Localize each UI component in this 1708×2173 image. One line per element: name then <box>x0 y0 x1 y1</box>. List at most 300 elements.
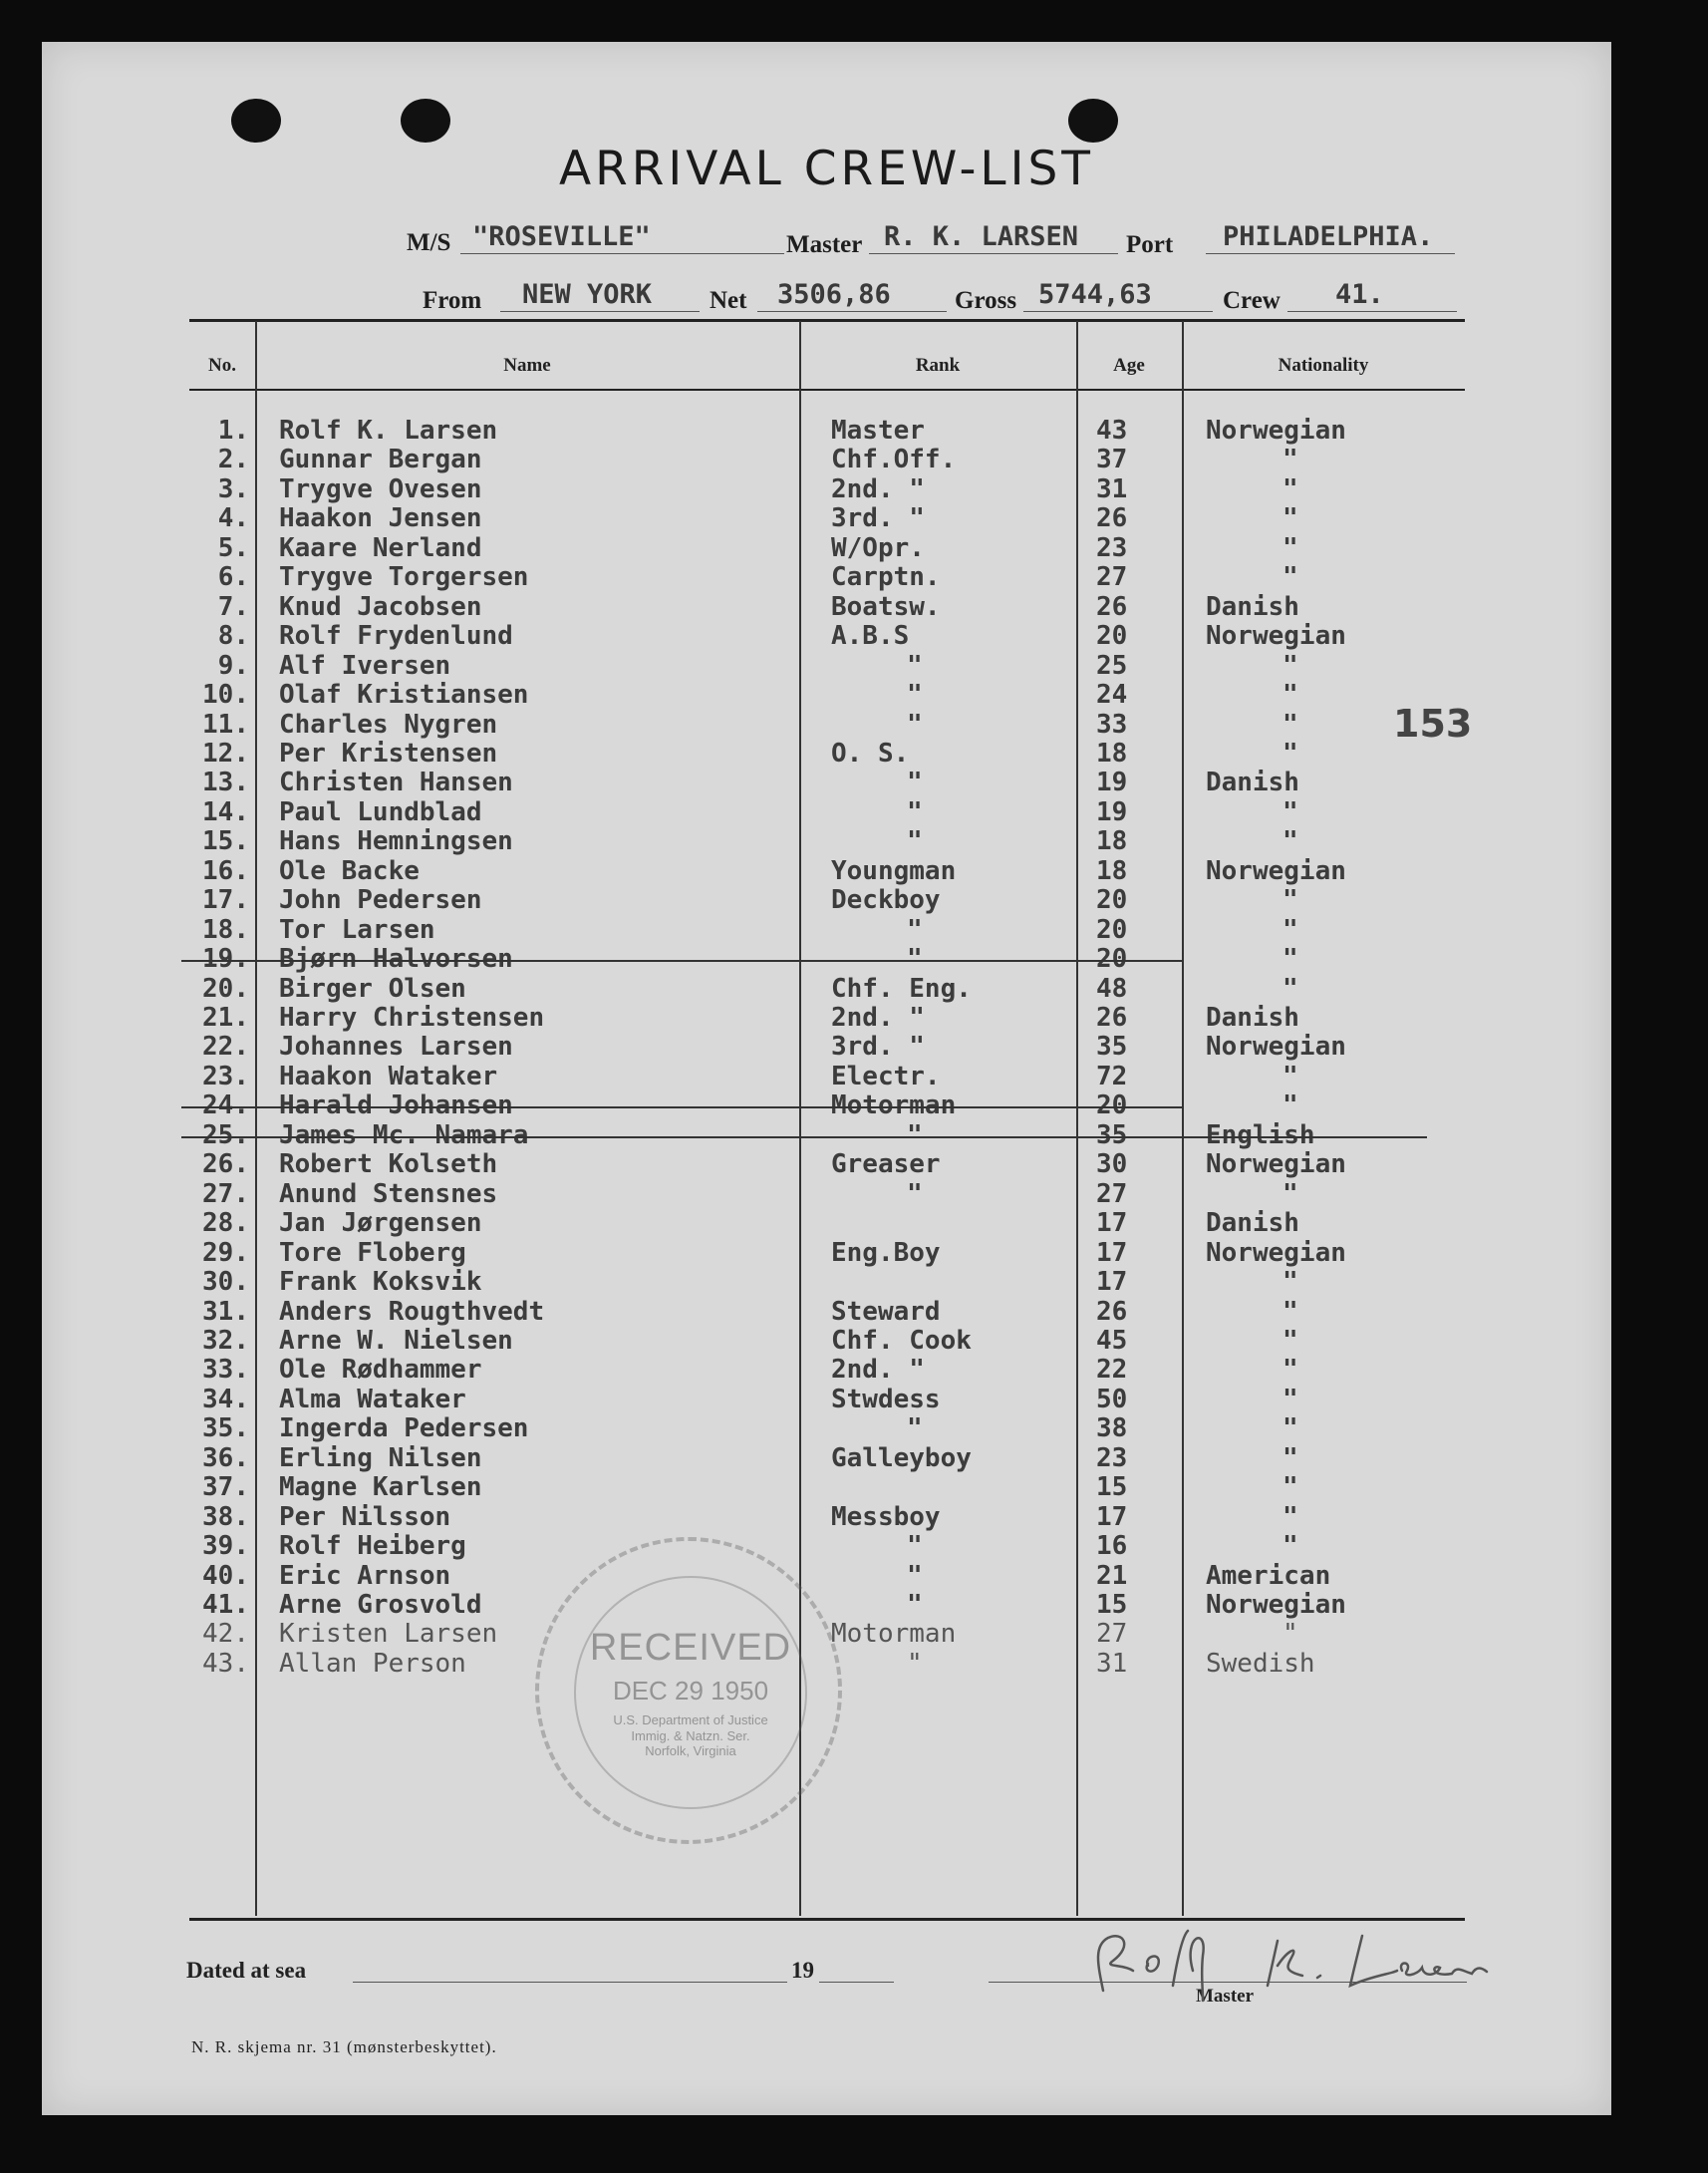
crew-age: 15 <box>1096 1590 1128 1620</box>
crew-age: 26 <box>1096 1296 1128 1327</box>
crew-no: 29. <box>202 1237 249 1268</box>
crew-row <box>42 1150 1611 1179</box>
crew-rank: " <box>907 650 923 681</box>
stamp-date: DEC 29 1950 <box>612 1675 769 1706</box>
crew-age: 17 <box>1096 1501 1128 1532</box>
crew-name: Allan Person <box>279 1648 466 1679</box>
crew-nationality: " <box>1282 1355 1298 1386</box>
crew-age: 17 <box>1096 1208 1128 1239</box>
crew-nationality: " <box>1282 1325 1298 1356</box>
net-value: 3506,86 <box>777 279 891 310</box>
crew-no: 11. <box>202 709 249 740</box>
crew-name: Gunnar Bergan <box>279 445 482 475</box>
crew-row <box>42 593 1611 622</box>
crew-row <box>42 916 1611 945</box>
crew-name: Birger Olsen <box>279 973 466 1004</box>
crew-rank: A.B.S <box>831 621 910 652</box>
gross-label: Gross <box>955 287 1017 314</box>
crew-nationality: " <box>1282 1384 1298 1414</box>
crew-row <box>42 1562 1611 1591</box>
crew-no: 23. <box>202 1061 249 1091</box>
crew-rank: " <box>907 1560 923 1591</box>
crew-no: 32. <box>202 1325 249 1356</box>
crew-nationality: " <box>1282 738 1298 769</box>
crew-rank: " <box>907 709 923 740</box>
vessel-prefix: M/S <box>407 229 451 256</box>
crew-nationality: " <box>1282 1296 1298 1327</box>
crew-rank: Boatsw. <box>831 591 941 622</box>
crew-age: 37 <box>1096 445 1128 475</box>
crew-label: Crew <box>1223 287 1281 314</box>
crew-no: 35. <box>202 1413 249 1444</box>
crew-name: Haakon Jensen <box>279 503 482 534</box>
crew-nationality: Danish <box>1206 591 1299 622</box>
crew-nationality: " <box>1282 1619 1298 1650</box>
crew-rank: Carptn. <box>831 562 941 593</box>
crew-rank: Steward <box>831 1296 941 1327</box>
crew-no: 8. <box>217 621 249 652</box>
master-name: R. K. LARSEN <box>884 221 1079 252</box>
crew-row <box>42 857 1611 886</box>
crew-rank: " <box>907 914 923 945</box>
crew-nationality: Norwegian <box>1206 1149 1346 1180</box>
crew-row <box>42 1503 1611 1532</box>
crew-name: Kaare Nerland <box>279 532 482 563</box>
crew-rank: " <box>907 680 923 711</box>
crew-nationality: " <box>1282 944 1298 975</box>
crew-no: 24. <box>202 1090 249 1121</box>
crew-rank: Greaser <box>831 1149 941 1180</box>
crew-nationality: " <box>1282 973 1298 1004</box>
crew-nationality: " <box>1282 796 1298 827</box>
crew-row <box>42 1091 1611 1120</box>
crew-name: Charles Nygren <box>279 709 498 740</box>
crew-age: 20 <box>1096 944 1128 975</box>
crew-age: 31 <box>1096 473 1128 504</box>
crew-row <box>42 1473 1611 1502</box>
crew-rank: 2nd. " <box>831 473 925 504</box>
crew-age: 26 <box>1096 503 1128 534</box>
crew-name: Rolf Heiberg <box>279 1531 466 1562</box>
crew-no: 3. <box>217 473 249 504</box>
crew-nationality: " <box>1282 1178 1298 1209</box>
stamp-line2: Immig. & Natzn. Ser. <box>631 1727 750 1743</box>
crew-nationality: American <box>1206 1560 1331 1591</box>
crew-age: 33 <box>1096 709 1128 740</box>
crew-row <box>42 798 1611 827</box>
crew-name: Trygve Ovesen <box>279 473 482 504</box>
crew-no: 43. <box>202 1648 249 1679</box>
crew-rank: Chf.Off. <box>831 445 957 475</box>
master-label: Master <box>786 231 863 258</box>
crew-nationality: " <box>1282 1061 1298 1091</box>
crew-no: 34. <box>202 1384 249 1414</box>
crew-rank: Electr. <box>831 1061 941 1091</box>
crew-name: Haakon Wataker <box>279 1061 498 1091</box>
crew-nationality: " <box>1282 826 1298 857</box>
crew-rank: O. S. <box>831 738 910 769</box>
crew-age: 27 <box>1096 562 1128 593</box>
crew-row <box>42 1063 1611 1091</box>
year-underline <box>819 1982 894 1983</box>
crew-no: 10. <box>202 680 249 711</box>
crew-age: 31 <box>1096 1648 1128 1679</box>
crew-nationality: " <box>1282 1090 1298 1121</box>
crew-nationality: Norwegian <box>1206 416 1346 446</box>
crew-no: 1. <box>217 416 249 446</box>
crew-rank: Galleyboy <box>831 1442 972 1473</box>
stamp-line3: Norfolk, Virginia <box>645 1743 736 1759</box>
crew-no: 12. <box>202 738 249 769</box>
column-header-no: No. <box>208 355 236 376</box>
crew-rank: " <box>907 768 923 798</box>
crew-nationality: " <box>1282 1531 1298 1562</box>
crew-name: Bjørn Halvorsen <box>279 944 513 975</box>
crew-row <box>42 475 1611 504</box>
crew-name: Robert Kolseth <box>279 1149 498 1180</box>
crew-row <box>42 1591 1611 1620</box>
crew-no: 6. <box>217 562 249 593</box>
column-header-name: Name <box>503 355 551 376</box>
crew-no: 19. <box>202 944 249 975</box>
crew-name: Frank Koksvik <box>279 1267 482 1298</box>
crew-age: 27 <box>1096 1178 1128 1209</box>
crew-rank: W/Opr. <box>831 532 925 563</box>
crew-no: 14. <box>202 796 249 827</box>
crew-rank: Stwdess <box>831 1384 941 1414</box>
crew-age: 22 <box>1096 1355 1128 1386</box>
crew-row <box>42 563 1611 592</box>
crew-age: 50 <box>1096 1384 1128 1414</box>
crew-rank: " <box>907 826 923 857</box>
crew-row <box>42 1532 1611 1561</box>
crew-name: Harald Johansen <box>279 1090 513 1121</box>
port-value: PHILADELPHIA. <box>1223 221 1434 252</box>
crew-no: 9. <box>217 650 249 681</box>
crew-rank: " <box>907 1119 923 1150</box>
table-top-rule <box>189 319 1465 322</box>
page-number: 153 <box>1393 702 1473 746</box>
crew-name: Eric Arnson <box>279 1560 451 1591</box>
column-header-age: Age <box>1113 355 1145 376</box>
form-note: N. R. skjema nr. 31 (mønsterbeskyttet). <box>191 2037 497 2056</box>
crew-nationality: Norwegian <box>1206 1590 1346 1620</box>
crew-no: 42. <box>202 1619 249 1650</box>
crew-nationality: " <box>1282 562 1298 593</box>
crew-name: Per Kristensen <box>279 738 498 769</box>
crew-name: Ingerda Pedersen <box>279 1413 529 1444</box>
strikethrough-line <box>181 1136 1427 1138</box>
crew-name: Olaf Kristiansen <box>279 680 529 711</box>
crew-name: Arne Grosvold <box>279 1590 482 1620</box>
punch-hole <box>231 99 281 143</box>
crew-row <box>42 945 1611 974</box>
crew-row <box>42 1180 1611 1209</box>
crew-row <box>42 1414 1611 1443</box>
crew-no: 5. <box>217 532 249 563</box>
crew-row <box>42 1121 1611 1150</box>
crew-no: 37. <box>202 1472 249 1503</box>
crew-underline <box>1287 311 1457 312</box>
from-underline <box>500 311 700 312</box>
crew-name: Paul Lundblad <box>279 796 482 827</box>
crew-age: 20 <box>1096 885 1128 916</box>
crew-nationality: " <box>1282 532 1298 563</box>
crew-row <box>42 622 1611 651</box>
port-underline <box>1206 253 1455 254</box>
crew-no: 22. <box>202 1032 249 1063</box>
crew-row <box>42 711 1611 740</box>
from-label: From <box>423 287 482 314</box>
crew-row <box>42 827 1611 856</box>
net-underline <box>757 311 947 312</box>
crew-rank: 2nd. " <box>831 1355 925 1386</box>
crew-age: 17 <box>1096 1237 1128 1268</box>
crew-row <box>42 1033 1611 1062</box>
crew-age: 15 <box>1096 1472 1128 1503</box>
crew-no: 20. <box>202 973 249 1004</box>
crew-name: Erling Nilsen <box>279 1442 482 1473</box>
crew-no: 27. <box>202 1178 249 1209</box>
crew-age: 72 <box>1096 1061 1128 1091</box>
crew-row <box>42 1268 1611 1297</box>
master-sign-label: Master <box>1196 1986 1255 2007</box>
crew-row <box>42 1356 1611 1385</box>
crew-nationality: " <box>1282 1267 1298 1298</box>
crew-nationality: " <box>1282 914 1298 945</box>
crew-row <box>42 1004 1611 1033</box>
crew-nationality: English <box>1206 1119 1315 1150</box>
crew-nationality: " <box>1282 1442 1298 1473</box>
column-header-nationality: Nationality <box>1278 355 1369 376</box>
crew-row <box>42 417 1611 446</box>
crew-list-sheet <box>42 42 1611 2115</box>
crew-nationality: " <box>1282 680 1298 711</box>
crew-age: 19 <box>1096 768 1128 798</box>
crew-name: Ole Backe <box>279 855 420 886</box>
crew-row <box>42 1444 1611 1473</box>
crew-no: 28. <box>202 1208 249 1239</box>
year-prefix: 19 <box>791 1958 814 1983</box>
crew-name: Johannes Larsen <box>279 1032 513 1063</box>
crew-rank: Messboy <box>831 1501 941 1532</box>
crew-row <box>42 1239 1611 1268</box>
crew-rank: Chf. Cook <box>831 1325 972 1356</box>
crew-age: 23 <box>1096 532 1128 563</box>
crew-age: 27 <box>1096 1619 1128 1650</box>
crew-age: 20 <box>1096 914 1128 945</box>
crew-rank: " <box>907 944 923 975</box>
crew-age: 19 <box>1096 796 1128 827</box>
crew-no: 17. <box>202 885 249 916</box>
crew-age: 43 <box>1096 416 1128 446</box>
crew-rank: Eng.Boy <box>831 1237 941 1268</box>
dated-underline <box>353 1982 787 1983</box>
crew-row <box>42 886 1611 915</box>
crew-rank: " <box>907 1590 923 1620</box>
crew-rank: " <box>907 1648 923 1679</box>
crew-no: 2. <box>217 445 249 475</box>
crew-row <box>42 1209 1611 1238</box>
crew-nationality: Norwegian <box>1206 1032 1346 1063</box>
crew-name: James Mc. Namara <box>279 1119 529 1150</box>
crew-no: 26. <box>202 1149 249 1180</box>
crew-rank: Master <box>831 416 925 446</box>
crew-name: Knud Jacobsen <box>279 591 482 622</box>
crew-rank: Youngman <box>831 855 957 886</box>
crew-row <box>42 446 1611 474</box>
crew-name: Anund Stensnes <box>279 1178 498 1209</box>
crew-row <box>42 534 1611 563</box>
crew-name: Tore Floberg <box>279 1237 466 1268</box>
crew-name: John Pedersen <box>279 885 482 916</box>
vessel-underline <box>460 253 784 254</box>
received-stamp <box>535 1537 842 1844</box>
crew-age: 48 <box>1096 973 1128 1004</box>
crew-rank: 3rd. " <box>831 503 925 534</box>
port-label: Port <box>1126 231 1174 258</box>
crew-rank: " <box>907 796 923 827</box>
crew-name: Alma Wataker <box>279 1384 466 1414</box>
crew-age: 45 <box>1096 1325 1128 1356</box>
master-signature <box>1053 1916 1492 2016</box>
crew-no: 16. <box>202 855 249 886</box>
crew-name: Magne Karlsen <box>279 1472 482 1503</box>
crew-rank: Deckboy <box>831 885 941 916</box>
crew-age: 20 <box>1096 621 1128 652</box>
crew-nationality: Danish <box>1206 768 1299 798</box>
punch-hole <box>1068 99 1118 143</box>
crew-nationality: Danish <box>1206 1208 1299 1239</box>
crew-no: 13. <box>202 768 249 798</box>
crew-nationality: " <box>1282 473 1298 504</box>
crew-nationality: " <box>1282 709 1298 740</box>
master-underline <box>869 253 1118 254</box>
crew-row <box>42 1327 1611 1356</box>
crew-no: 25. <box>202 1119 249 1150</box>
crew-name: Anders Rougthvedt <box>279 1296 545 1327</box>
crew-age: 30 <box>1096 1149 1128 1180</box>
crew-age: 20 <box>1096 1090 1128 1121</box>
dated-at-sea-label: Dated at sea <box>186 1958 307 1983</box>
crew-name: Arne W. Nielsen <box>279 1325 513 1356</box>
crew-rank: Chf. Eng. <box>831 973 972 1004</box>
crew-no: 30. <box>202 1267 249 1298</box>
strikethrough-line <box>181 960 1183 962</box>
crew-row <box>42 740 1611 769</box>
crew-row <box>42 504 1611 533</box>
gross-value: 5744,63 <box>1038 279 1152 310</box>
crew-name: Trygve Torgersen <box>279 562 529 593</box>
crew-no: 21. <box>202 1003 249 1033</box>
crew-no: 15. <box>202 826 249 857</box>
crew-row <box>42 975 1611 1004</box>
crew-rank: " <box>907 1413 923 1444</box>
crew-age: 35 <box>1096 1119 1128 1150</box>
crew-name: Rolf K. Larsen <box>279 416 498 446</box>
header-bottom-rule <box>189 389 1465 391</box>
crew-nationality: Swedish <box>1206 1648 1315 1679</box>
crew-nationality: Norwegian <box>1206 621 1346 652</box>
crew-age: 18 <box>1096 855 1128 886</box>
crew-nationality: " <box>1282 1501 1298 1532</box>
crew-age: 17 <box>1096 1267 1128 1298</box>
crew-age: 16 <box>1096 1531 1128 1562</box>
crew-name: Alf Iversen <box>279 650 451 681</box>
crew-rank: Motorman <box>831 1090 957 1121</box>
net-label: Net <box>710 287 747 314</box>
crew-nationality: " <box>1282 503 1298 534</box>
crew-row <box>42 1298 1611 1327</box>
crew-name: Hans Hemningsen <box>279 826 513 857</box>
crew-no: 31. <box>202 1296 249 1327</box>
crew-nationality: " <box>1282 445 1298 475</box>
crew-age: 21 <box>1096 1560 1128 1591</box>
crew-rank: 2nd. " <box>831 1003 925 1033</box>
gross-underline <box>1023 311 1213 312</box>
crew-age: 35 <box>1096 1032 1128 1063</box>
from-value: NEW YORK <box>522 279 653 310</box>
crew-age: 18 <box>1096 826 1128 857</box>
crew-name: Rolf Frydenlund <box>279 621 513 652</box>
punch-hole <box>401 99 450 143</box>
crew-name: Harry Christensen <box>279 1003 545 1033</box>
strikethrough-line <box>181 1106 1183 1108</box>
crew-age: 23 <box>1096 1442 1128 1473</box>
vessel-name: "ROSEVILLE" <box>472 221 651 252</box>
crew-name: Jan Jørgensen <box>279 1208 482 1239</box>
crew-rank: Motorman <box>831 1619 957 1650</box>
crew-name: Kristen Larsen <box>279 1619 498 1650</box>
crew-age: 24 <box>1096 680 1128 711</box>
crew-rank: 3rd. " <box>831 1032 925 1063</box>
crew-row <box>42 769 1611 797</box>
document-title: ARRIVAL CREW-LIST <box>558 142 1095 196</box>
crew-name: Christen Hansen <box>279 768 513 798</box>
crew-no: 7. <box>217 591 249 622</box>
crew-name: Ole Rødhammer <box>279 1355 482 1386</box>
crew-nationality: Danish <box>1206 1003 1299 1033</box>
crew-rank: " <box>907 1178 923 1209</box>
crew-age: 18 <box>1096 738 1128 769</box>
crew-nationality: " <box>1282 650 1298 681</box>
crew-nationality: Norwegian <box>1206 1237 1346 1268</box>
stamp-line1: U.S. Department of Justice <box>613 1712 768 1727</box>
crew-row <box>42 681 1611 710</box>
crew-no: 33. <box>202 1355 249 1386</box>
crew-value: 41. <box>1335 279 1384 310</box>
crew-nationality: " <box>1282 1472 1298 1503</box>
crew-rank: " <box>907 1531 923 1562</box>
crew-nationality: " <box>1282 1413 1298 1444</box>
crew-name: Tor Larsen <box>279 914 435 945</box>
crew-row <box>42 652 1611 681</box>
crew-no: 36. <box>202 1442 249 1473</box>
crew-no: 38. <box>202 1501 249 1532</box>
crew-no: 41. <box>202 1590 249 1620</box>
crew-age: 26 <box>1096 1003 1128 1033</box>
crew-no: 40. <box>202 1560 249 1591</box>
crew-row <box>42 1386 1611 1414</box>
crew-nationality: Norwegian <box>1206 855 1346 886</box>
crew-age: 25 <box>1096 650 1128 681</box>
stamp-received: RECEIVED <box>589 1627 792 1670</box>
column-header-rank: Rank <box>915 355 961 376</box>
crew-nationality: " <box>1282 885 1298 916</box>
crew-name: Per Nilsson <box>279 1501 451 1532</box>
crew-age: 38 <box>1096 1413 1128 1444</box>
crew-age: 26 <box>1096 591 1128 622</box>
